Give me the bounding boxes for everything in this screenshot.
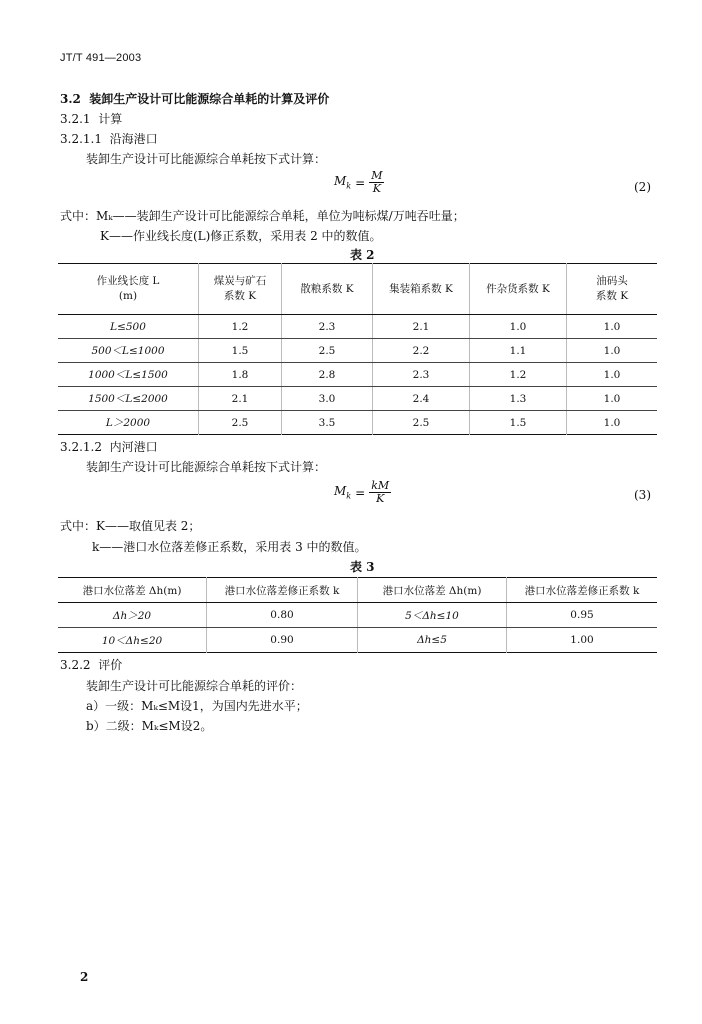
formula-lhs: $M_k$ xyxy=(334,484,352,501)
inland-where-1: 式中：K——取值见表 2； xyxy=(60,519,201,533)
table-row xyxy=(58,411,657,435)
table-cell: 1500＜L≤2000 xyxy=(58,387,199,411)
col-header-container: 集装箱系数 K xyxy=(373,264,470,315)
table-cell: 1.2 xyxy=(199,315,282,339)
table-cell: 1.8 xyxy=(199,363,282,387)
table-row xyxy=(58,339,657,363)
col-header-coefficient-2: 港口水位落差修正系数 k xyxy=(507,578,658,603)
table-cell: 1.0 xyxy=(567,339,658,363)
table-cell: 1.0 xyxy=(567,363,658,387)
table-cell: Δh＞20 xyxy=(58,603,207,628)
evaluation-item-b: b）二级：Mₖ≤M设2。 xyxy=(86,719,213,733)
table-cell: 5＜Δh≤10 xyxy=(358,603,507,628)
table-cell: 2.8 xyxy=(282,363,373,387)
section-3-2-1-2-heading xyxy=(60,438,158,455)
table-header-row xyxy=(58,578,657,603)
table-cell: 0.95 xyxy=(507,603,658,628)
table-cell: 2.2 xyxy=(373,339,470,363)
section-3-2-heading xyxy=(60,90,329,107)
fraction-denominator: K xyxy=(372,182,381,195)
col-header-coefficient: 港口水位落差修正系数 k xyxy=(207,578,358,603)
fraction-numerator: kM xyxy=(371,479,390,492)
col-header-coal-ore: 煤炭与矿石 系数 K xyxy=(199,264,282,315)
table-cell: 1.2 xyxy=(470,363,567,387)
table-cell: 1.0 xyxy=(567,387,658,411)
table-cell: 1.0 xyxy=(470,315,567,339)
table-cell: 1.1 xyxy=(470,339,567,363)
table3-caption: 表 3 xyxy=(350,560,375,574)
table-cell: 3.5 xyxy=(282,411,373,435)
table-cell: Δh≤5 xyxy=(358,628,507,653)
table-header-row xyxy=(58,264,657,315)
evaluation-item-a: a）一级：Mₖ≤M设1，为国内先进水平； xyxy=(86,699,308,713)
table-row xyxy=(58,363,657,387)
fraction-denominator: K xyxy=(376,492,385,505)
table-row xyxy=(58,387,657,411)
col-header-drop-2: 港口水位落差 Δh(m) xyxy=(358,578,507,603)
table-cell: 2.1 xyxy=(373,315,470,339)
formula-fraction xyxy=(369,170,384,195)
table-cell: 1.5 xyxy=(470,411,567,435)
col-header-drop: 港口水位落差 Δh(m) xyxy=(58,578,207,603)
table-row xyxy=(58,315,657,339)
table-cell: 1.00 xyxy=(507,628,658,653)
page-number: 2 xyxy=(80,970,89,984)
section-number: 3.2.1.2 xyxy=(60,440,102,454)
col-header-general-cargo: 件杂货系数 K xyxy=(470,264,567,315)
equation-number-2: (2) xyxy=(634,180,651,194)
section-number: 3.2 xyxy=(60,92,81,106)
formula-equals: = xyxy=(355,175,366,190)
evaluation-intro: 装卸生产设计可比能源综合单耗的评价： xyxy=(86,679,303,693)
section-title: 内河港口 xyxy=(109,440,158,454)
table-row xyxy=(58,603,657,628)
section-title: 装卸生产设计可比能源综合单耗的计算及评价 xyxy=(89,92,330,106)
coastal-intro: 装卸生产设计可比能源综合单耗按下式计算： xyxy=(86,152,327,166)
table-cell: 10＜Δh≤20 xyxy=(101,634,163,647)
table-cell: 3.0 xyxy=(282,387,373,411)
table-cell: 500＜L≤1000 xyxy=(58,339,199,363)
section-title: 计算 xyxy=(98,112,123,126)
table-cell: 1.5 xyxy=(199,339,282,363)
formula-equals: = xyxy=(355,485,366,500)
table-row xyxy=(58,628,657,653)
inland-intro: 装卸生产设计可比能源综合单耗按下式计算： xyxy=(86,460,327,474)
section-title: 沿海港口 xyxy=(109,132,158,146)
table-cell: 1.3 xyxy=(470,387,567,411)
formula-3 xyxy=(334,480,391,505)
table-cell: 0.80 xyxy=(207,603,358,628)
table-2 xyxy=(58,263,657,435)
table-cell: L≤500 xyxy=(58,315,199,339)
table-cell: 2.5 xyxy=(373,411,470,435)
section-3-2-2-heading xyxy=(60,656,122,673)
col-header-oil-terminal: 油码头 系数 K xyxy=(567,264,658,315)
table-cell: 2.4 xyxy=(373,387,470,411)
inland-where-2: k——港口水位落差修正系数，采用表 3 中的数值。 xyxy=(92,540,367,554)
table-cell: 1.0 xyxy=(567,315,658,339)
table-cell: 0.90 xyxy=(207,628,358,653)
section-number: 3.2.1 xyxy=(60,112,91,126)
table-cell: 2.5 xyxy=(199,411,282,435)
formula-lhs: $M_k$ xyxy=(334,174,352,191)
section-number: 3.2.2 xyxy=(60,658,91,672)
coastal-where-1: 式中：Mₖ——装卸生产设计可比能源综合单耗，单位为吨标煤/万吨吞吐量； xyxy=(60,209,465,223)
col-header-length: 作业线长度 L (m) xyxy=(58,264,199,315)
table-3 xyxy=(58,577,657,653)
table2-caption: 表 2 xyxy=(350,248,375,262)
section-title: 评价 xyxy=(98,658,123,672)
section-3-2-1-1-heading xyxy=(60,130,158,147)
table-cell: L＞2000 xyxy=(105,417,151,429)
section-number: 3.2.1.1 xyxy=(60,132,102,146)
table-cell: 1.0 xyxy=(567,411,658,435)
table-cell: 2.3 xyxy=(373,363,470,387)
table-cell: 2.3 xyxy=(282,315,373,339)
formula-2 xyxy=(334,170,384,195)
formula-fraction xyxy=(369,480,391,505)
table-cell: 2.5 xyxy=(282,339,373,363)
section-3-2-1-heading xyxy=(60,110,122,127)
standard-number: JT/T 491—2003 xyxy=(60,52,142,64)
col-header-bulk-grain: 散粮系数 K xyxy=(282,264,373,315)
table-cell: 2.1 xyxy=(199,387,282,411)
fraction-numerator: M xyxy=(371,169,383,182)
coastal-where-2: K——作业线长度(L)修正系数，采用表 2 中的数值。 xyxy=(100,229,382,243)
table-cell: 1000＜L≤1500 xyxy=(58,363,199,387)
equation-number-3: (3) xyxy=(634,488,651,502)
